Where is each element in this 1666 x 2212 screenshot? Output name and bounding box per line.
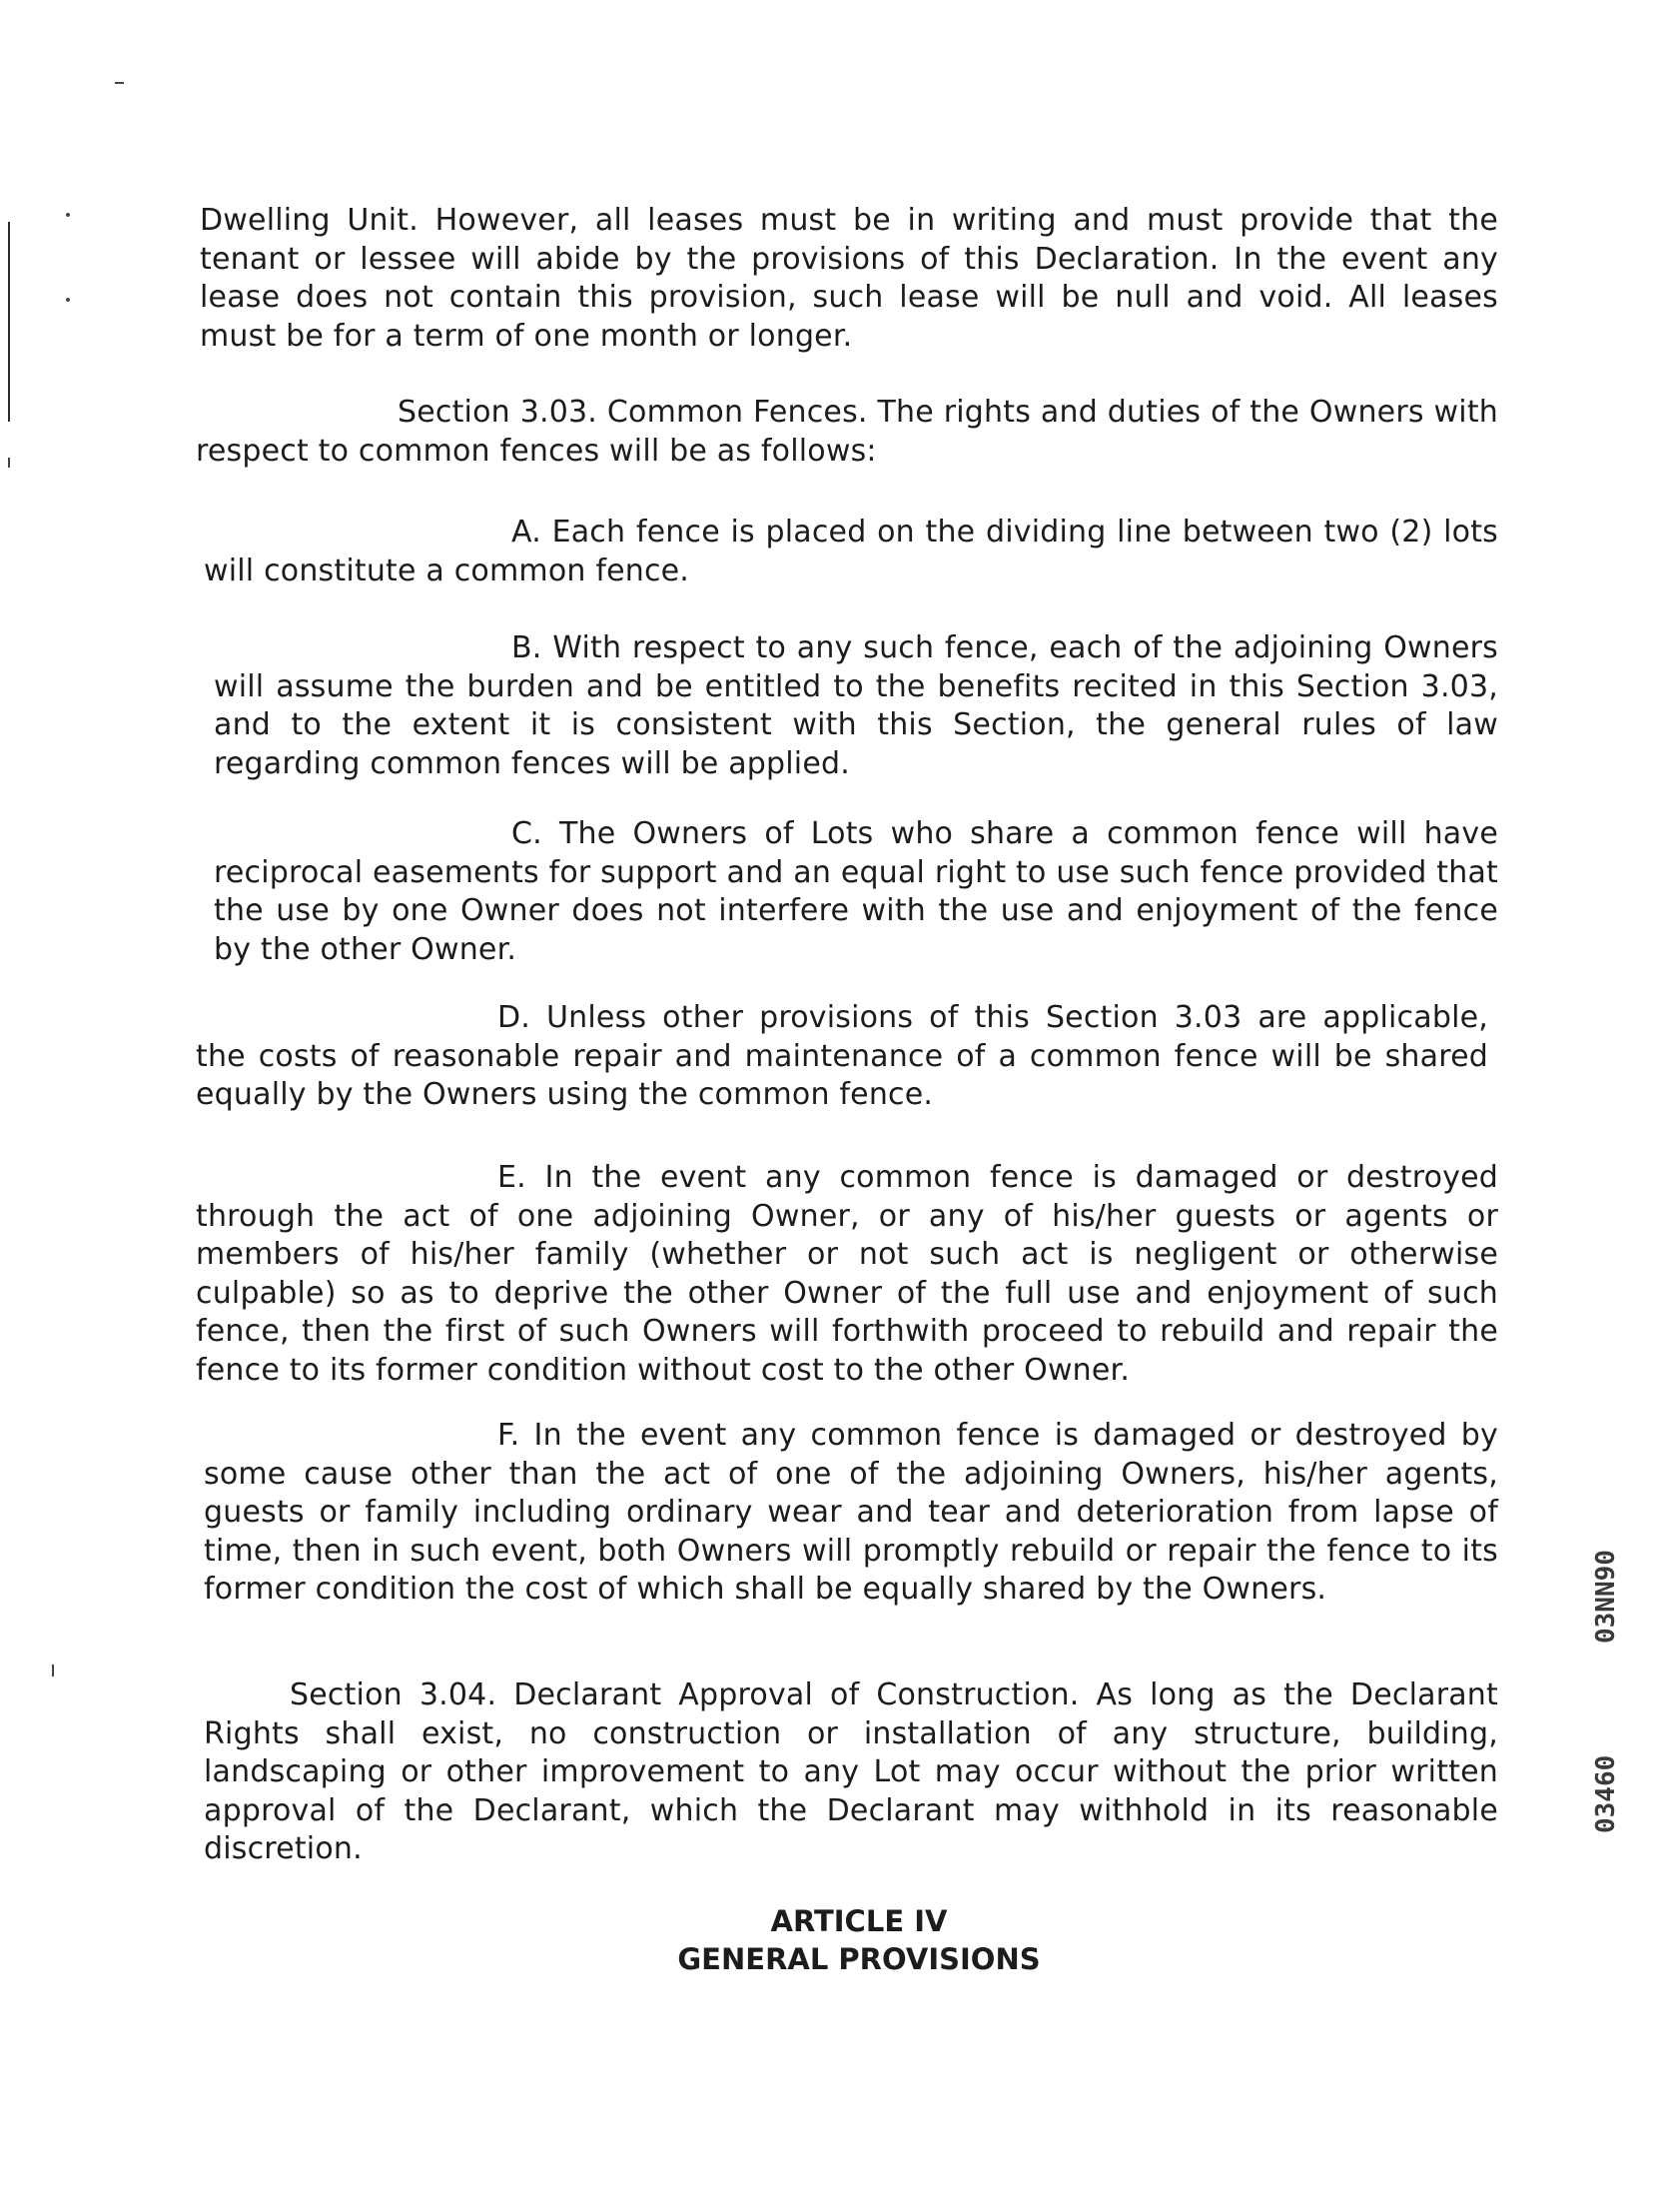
paragraph-section-3-04-text: Section 3.04. Declarant Approval of Construction. As long as the Declarant Rights shall exist, no construction or installation of any structure, building, landscaping or other improvement to any Lot may occur without the prior written approval of the Declarant, which the Declarant may withhold in its reasonable discretion. xyxy=(204,1677,1498,1866)
recording-stamp xyxy=(1586,1549,1626,1888)
paragraph-lease xyxy=(200,202,1498,356)
paragraph-d xyxy=(196,999,1488,1115)
scan-speck xyxy=(66,213,70,217)
paragraph-c xyxy=(214,815,1498,969)
paragraph-b-text: B. With respect to any such fence, each of the adjoining Owners will assume the burden and be entitled to the benefits recited in this Section 3.03, and to the extent it is consistent with this Section, the general rules of law regarding common fences will be applied. xyxy=(214,630,1498,781)
paragraph-lease-text: Dwelling Unit. However, all leases must be in writing and must provide that the tenant or lessee will abide by the provisions of this Declaration. In the event any lease does not contain this provision, such lease will be null and void. All leases must be for a term of one month or longer. xyxy=(200,203,1498,354)
paragraph-b xyxy=(214,629,1498,783)
paragraph-a xyxy=(204,514,1498,590)
stamp-upper: 03NN90 xyxy=(1591,1550,1621,1644)
paragraph-f xyxy=(204,1417,1498,1610)
paragraph-f-text: F. In the event any common fence is damaged or destroyed by some cause other than the act of one of the adjoining Owners, his/her agents, guests or family including ordinary wear and tear and deterioration from lapse of time, then in such event, both Owners will promptly rebuild or repair the fence to its former condition the cost of which shall be equally shared by the Owners. xyxy=(204,1418,1498,1607)
paragraph-d-text: D. Unless other provisions of this Section 3.03 are applicable, the costs of reasonable repair and maintenance of a common fence will be shared equally by the Owners using the common fence. xyxy=(196,1000,1488,1112)
article-number: ARTICLE IV xyxy=(770,1904,948,1938)
paragraph-section-3-03 xyxy=(196,394,1498,471)
paragraph-e xyxy=(196,1159,1498,1390)
paragraph-c-text: C. The Owners of Lots who share a common fence will have reciprocal easements for support and an equal right to use such fence provided that the use by one Owner does not interfere with the use and enjoyment of the fence by the other Owner. xyxy=(214,816,1498,967)
scan-speck xyxy=(8,458,10,468)
paragraph-section-3-03-text: Section 3.03. Common Fences. The rights and duties of the Owners with respect to common fences will be as follows: xyxy=(196,395,1498,469)
scan-speck xyxy=(115,82,124,84)
paragraph-e-text: E. In the event any common fence is damaged or destroyed through the act of one adjoining Owner, or any of his/her guests or agents or members of his/her family (whether or not such act is negligent or otherwise culpable) so as to deprive the other Owner of the full use and enjoyment of such fence, then the first of such Owners will forthwith proceed to rebuild and repair the fence to its former condition without cost to the other Owner. xyxy=(196,1160,1498,1388)
paragraph-a-text: A. Each fence is placed on the dividing line between two (2) lots will constitute a common fence. xyxy=(204,515,1498,588)
stamp-lower: 03460 xyxy=(1591,1754,1621,1833)
scan-speck xyxy=(66,298,70,302)
paragraph-section-3-04 xyxy=(204,1676,1498,1869)
article-title: GENERAL PROVISIONS xyxy=(677,1942,1041,1976)
scan-speck xyxy=(52,1664,54,1676)
scan-margin-line xyxy=(8,222,10,422)
article-heading xyxy=(559,1902,1159,1978)
